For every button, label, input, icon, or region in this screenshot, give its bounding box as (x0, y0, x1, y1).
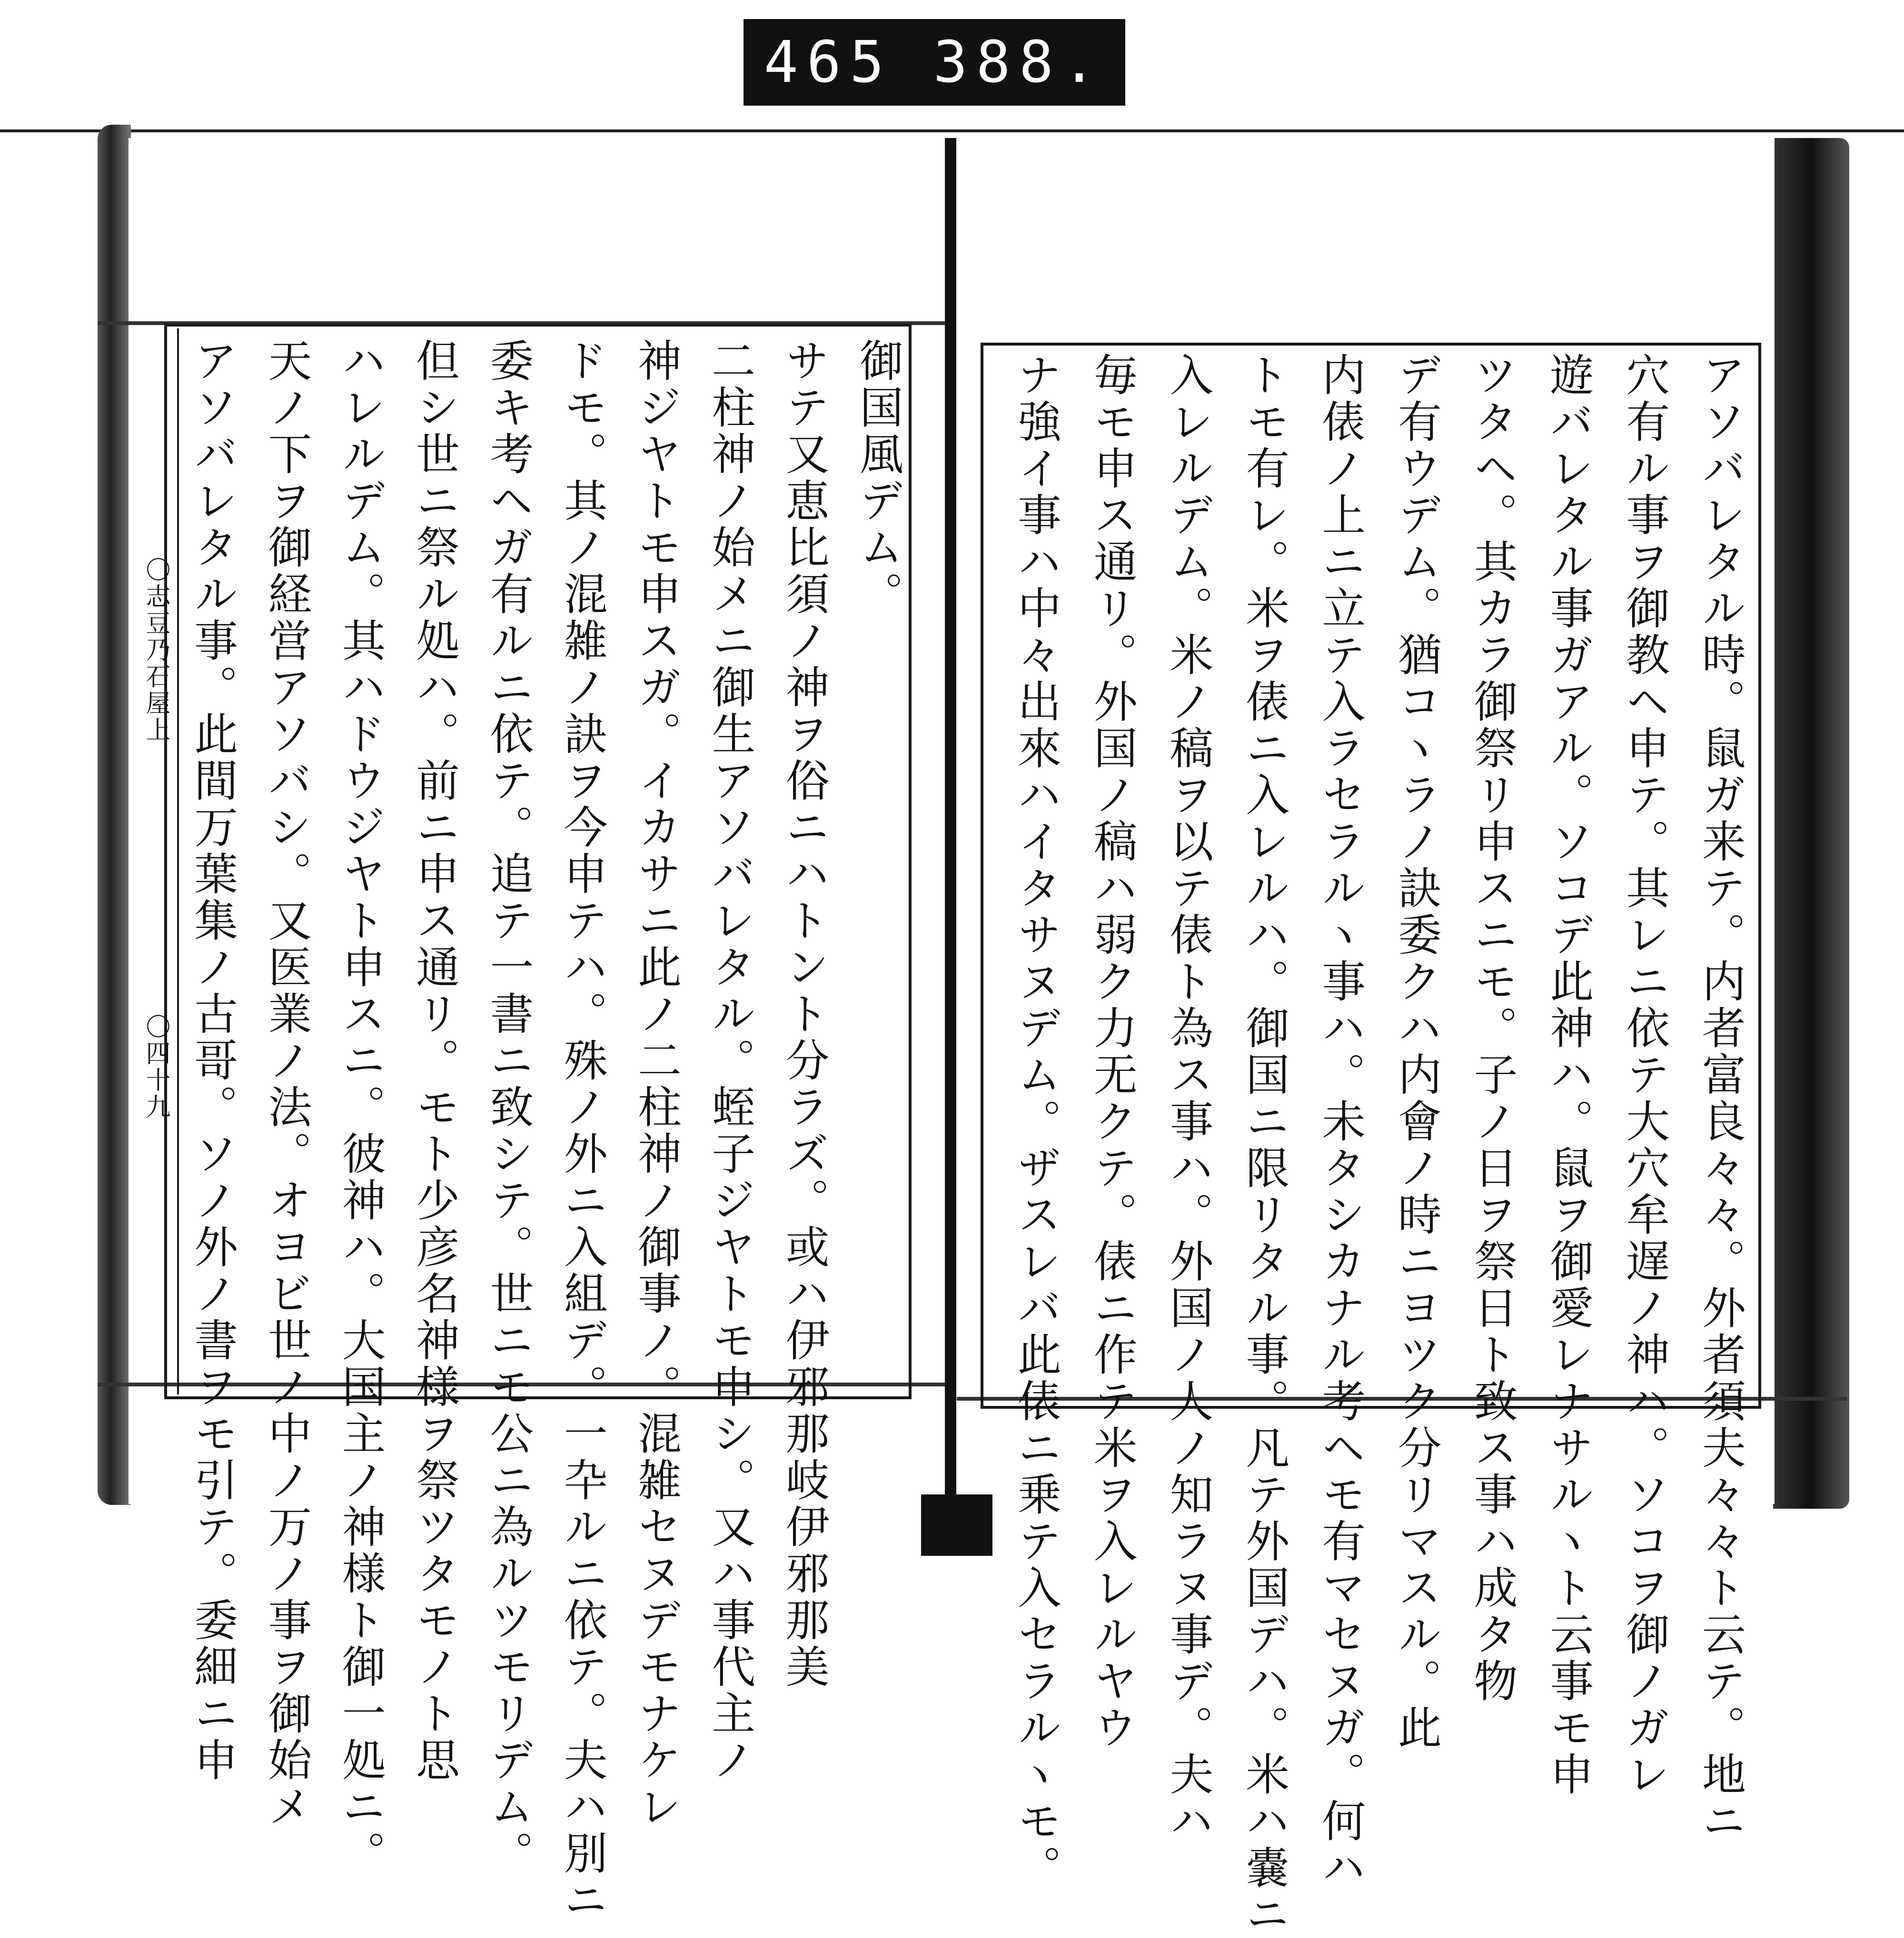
text-column: 入レルデム。米ノ稿ヲ以テ俵ト為ス事ハ。外国ノ人ノ知ラヌ事デ。夫ハ (1162, 352, 1214, 1845)
book-right-edge (1773, 138, 1849, 1509)
text-column: 毎モ申ス通リ。外国ノ稿ハ弱ク力无クテ。俵ニ作テ米ヲ入レルヤウ (1086, 352, 1138, 1751)
text-column: 天ノ下ヲ御経営アソバシ。又医業ノ法。オヨビ世ノ中ノ万ノ事ヲ御始メ (261, 338, 312, 1830)
text-column: 内俵ノ上ニ立テ入ラセラルヽ事ハ。未タシカナル考ヘモ有マセヌガ。何ハ (1315, 352, 1366, 1891)
text-column: 穴有ル事ヲ御教ヘ申テ。其レニ依テ大穴牟遅ノ神ハ。ソコヲ御ノガレ (1619, 352, 1670, 1798)
margin-page-number: 〇四十九 (141, 1014, 170, 1120)
left-text-columns (187, 338, 903, 1924)
book-left-edge (98, 125, 131, 1505)
spine-foot (921, 1494, 992, 1556)
margin-rule (177, 328, 179, 1394)
text-column: 神ジヤトモ申スガ。イカサニ此ノ二柱神ノ御事ノ。混雑セヌデモナケレ (630, 338, 682, 1830)
text-column: ハレルデム。其ハドウジヤト申スニ。彼神ハ。大国主ノ神様ト御一処ニ。 (335, 338, 386, 1877)
text-column: アソバレタル時。鼠ガ来テ。内者富良々々。外者須夫々々ト云テ。地ニ (1695, 352, 1746, 1845)
text-column: 但シ世ニ祭ル処ハ。前ニ申ス通リ。モト少彦名神様ヲ祭ツタモノト思 (408, 338, 460, 1784)
text-column: ナ強イ事ハ中々出來ハイタサヌデム。ザスレバ此俵ニ乗テ入セラルヽモ。 (1011, 352, 1061, 1891)
margin-title: 〇志豆乃石屋上 (141, 557, 170, 743)
top-rule (0, 129, 1904, 132)
text-column: 二柱神ノ始メニ御生アソバレタル。蛭子ジヤトモ申シ。又ハ事代主ノ (704, 338, 756, 1784)
catalog-number-left: 465 (764, 29, 893, 96)
text-column: デ有ウデム。猶コヽラノ訣委クハ内會ノ時ニヨツク分リマスル。此 (1390, 352, 1442, 1751)
catalog-number-label (744, 19, 1125, 106)
text-column: 遊バレタル事ガアル。ソコデ此神ハ。鼠ヲ御愛レナサルヽト云事モ申 (1543, 352, 1594, 1798)
text-column: 御国風デム。 (852, 338, 903, 618)
text-column: ドモ。其ノ混雑ノ訣ヲ今申テハ。殊ノ外ニ入組デ。一卆ルニ依テ。夫ハ別ニ (556, 338, 608, 1924)
text-column: サテ又恵比須ノ神ヲ俗ニハトント分ラズ。或ハ伊邪那岐伊邪那美 (778, 338, 830, 1691)
text-column: ツタヘ。其カラ御祭リ申スニモ。子ノ日ヲ祭日ト致ス事ハ成タ物 (1467, 352, 1518, 1705)
text-column: アソバレタル事。此間万葉集ノ古哥。ソノ外ノ書ヲモ引テ。委細ニ申 (187, 338, 238, 1784)
text-column: 委キ考ヘガ有ルニ依テ。追テ一書ニ致シテ。世ニモ公ニ為ルツモリデム。 (483, 338, 534, 1877)
text-column: トモ有レ。米ヲ俵ニ入レルハ。御国ニ限リタル事。凡テ外国デハ。米ハ嚢ニ (1239, 352, 1290, 1938)
book-spine (945, 138, 956, 1547)
right-text-columns (1011, 352, 1746, 1938)
catalog-number-right: 388. (933, 29, 1105, 96)
